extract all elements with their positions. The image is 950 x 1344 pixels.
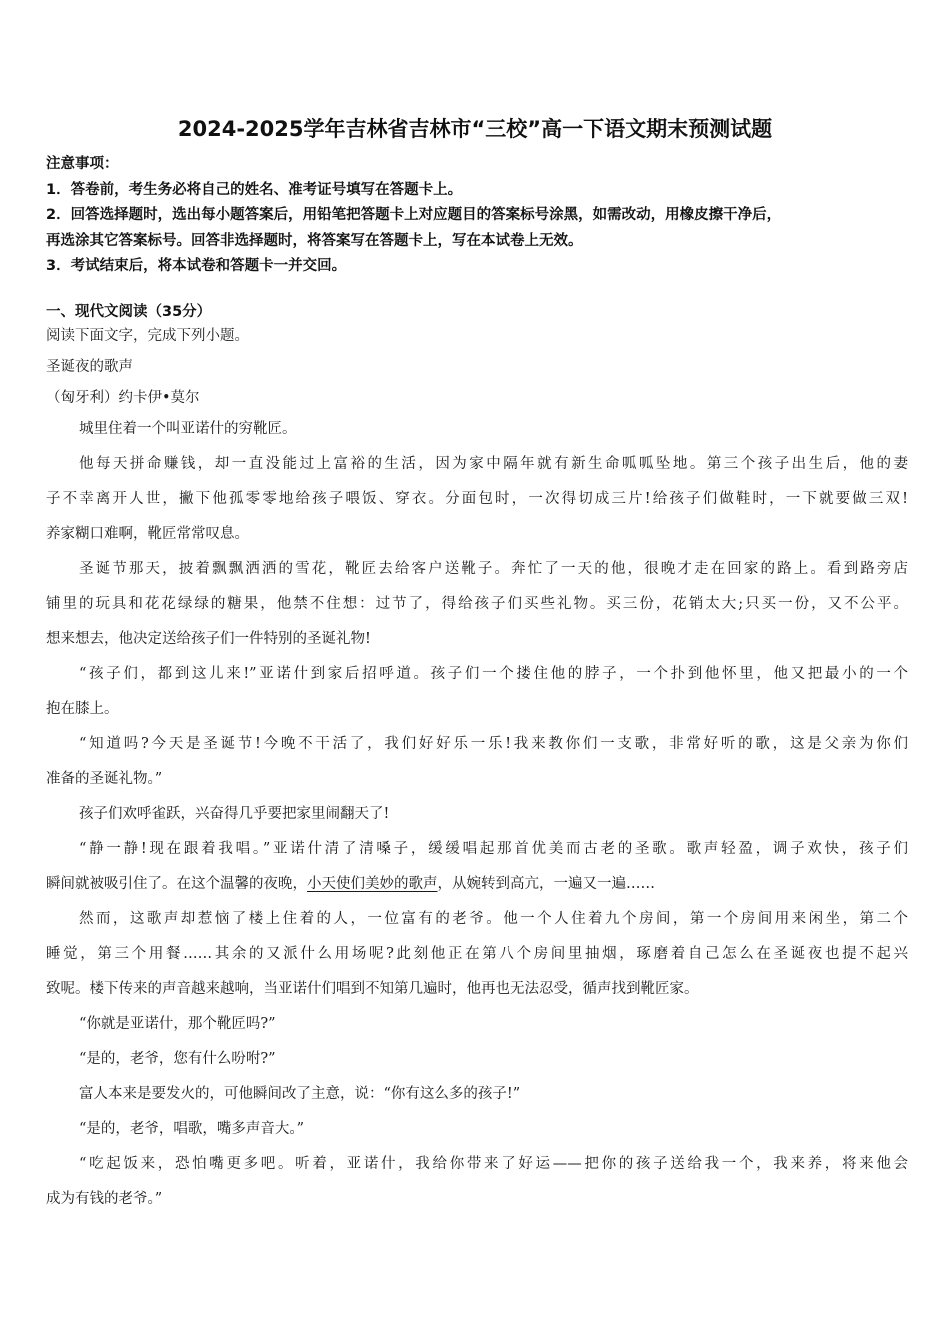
notice-item: 再选涂其它答案标号。回答非选择题时，将答案写在答题卡上，写在本试卷上无效。 (46, 232, 583, 249)
section-heading: 一、现代文阅读（35分） (46, 304, 212, 320)
passage-line: “孩子们，都到这儿来!”亚诺什到家后招呼道。孩子们一个搂住他的脖子，一个扑到他怀里，他又把最小的一个 (79, 666, 908, 682)
passage-line: “你就是亚诺什，那个靴匠吗?” (79, 1016, 276, 1032)
passage-line: 然而，这歌声却惹恼了楼上住着的人，一位富有的老爷。他一个人住着九个房间，第一个房间用来闲坐，第二个 (79, 911, 908, 927)
notice-item: 1．答卷前，考生务必将自己的姓名、准考证号填写在答题卡上。 (46, 181, 463, 198)
passage-line: 致呢。楼下传来的声音越来越响，当亚诺什们唱到不知第几遍时，他再也无法忍受，循声找到靴匠家。 (46, 981, 699, 997)
passage-line: 成为有钱的老爷。” (46, 1191, 163, 1207)
page-title: 2024-2025学年吉林省吉林市“三校”高一下语文期末预测试题 (177, 117, 773, 141)
passage-line: 圣诞节那天，披着飘飘洒洒的雪花，靴匠去给客户送靴子。奔忙了一天的他，很晚才走在回家的路上。看到路旁店 (79, 561, 908, 577)
passage-line: 子不幸离开人世，撇下他孤零零地给孩子喂饭、穿衣。分面包时，一次得切成三片!给孩子们做鞋时，一下就要做三双! (46, 491, 908, 507)
underlined-phrase: 小天使们美妙的歌声 (307, 876, 438, 892)
notice-block (46, 152, 906, 280)
passage-line: “静一静!现在跟着我唱。”亚诺什清了清嗓子，缓缓唱起那首优美而古老的圣歌。歌声轻盈，调子欢快，孩子们 (79, 841, 908, 857)
passage-line: 准备的圣诞礼物。” (46, 771, 163, 787)
story-title: 圣诞夜的歌声 (46, 359, 133, 375)
passage-line: “是的，老爷，您有什么吩咐?” (79, 1051, 276, 1067)
passage-line: 养家糊口难啊，靴匠常常叹息。 (46, 526, 249, 542)
notice-item: 3．考试结束后，将本试卷和答题卡一并交回。 (46, 258, 347, 274)
passage-line: 睡觉，第三个用餐……其余的又派什么用场呢?此刻他正在第八个房间里抽烟，琢磨着自己怎么在圣诞夜也提不起兴 (46, 946, 908, 962)
notice-item: 2．回答选择题时，选出每小题答案后，用铅笔把答题卡上对应题目的答案标号涂黑，如需改动，用橡皮擦干净后， (46, 207, 782, 223)
passage-line: 他每天拼命赚钱，却一直没能过上富裕的生活，因为家中隔年就有新生命呱呱坠地。第三个孩子出生后，他的妻 (79, 456, 908, 472)
passage-line (46, 867, 908, 902)
passage-line: 抱在膝上。 (46, 701, 119, 717)
story-author: （匈牙利）约卡伊•莫尔 (46, 390, 200, 406)
instruction-text: 阅读下面文字，完成下列小题。 (46, 328, 249, 344)
passage-line: 铺里的玩具和花花绿绿的糖果，他禁不住想：过节了，得给孩子们买些礼物。买三份，花销太大;只买一份，又不公平。 (46, 596, 908, 612)
passage-line: 孩子们欢呼雀跃，兴奋得几乎要把家里闹翻天了! (79, 806, 390, 822)
passage-text: 瞬间就被吸引住了。在这个温馨的夜晚， (46, 876, 307, 892)
passage-line: “是的，老爷，唱歌，嘴多声音大。” (79, 1121, 305, 1137)
passage-line: “吃起饭来，恐怕嘴更多吧。听着，亚诺什，我给你带来了好运——把你的孩子送给我一个，我来养，将来他会 (79, 1156, 908, 1172)
passage-line: “知道吗?今天是圣诞节!今晚不干活了，我们好好乐一乐!我来教你们一支歌，非常好听的歌，这是父亲为你们 (79, 736, 908, 752)
reading-passage (46, 323, 908, 1217)
passage-text: ，从婉转到高亢，一遍又一遍…… (437, 876, 655, 892)
passage-line: 富人本来是要发火的，可他瞬间改了主意，说：“你有这么多的孩子!” (79, 1086, 521, 1102)
passage-line: 城里住着一个叫亚诺什的穷靴匠。 (79, 421, 297, 437)
passage-line: 想来想去，他决定送给孩子们一件特别的圣诞礼物! (46, 631, 371, 647)
notice-heading: 注意事项： (46, 156, 119, 172)
